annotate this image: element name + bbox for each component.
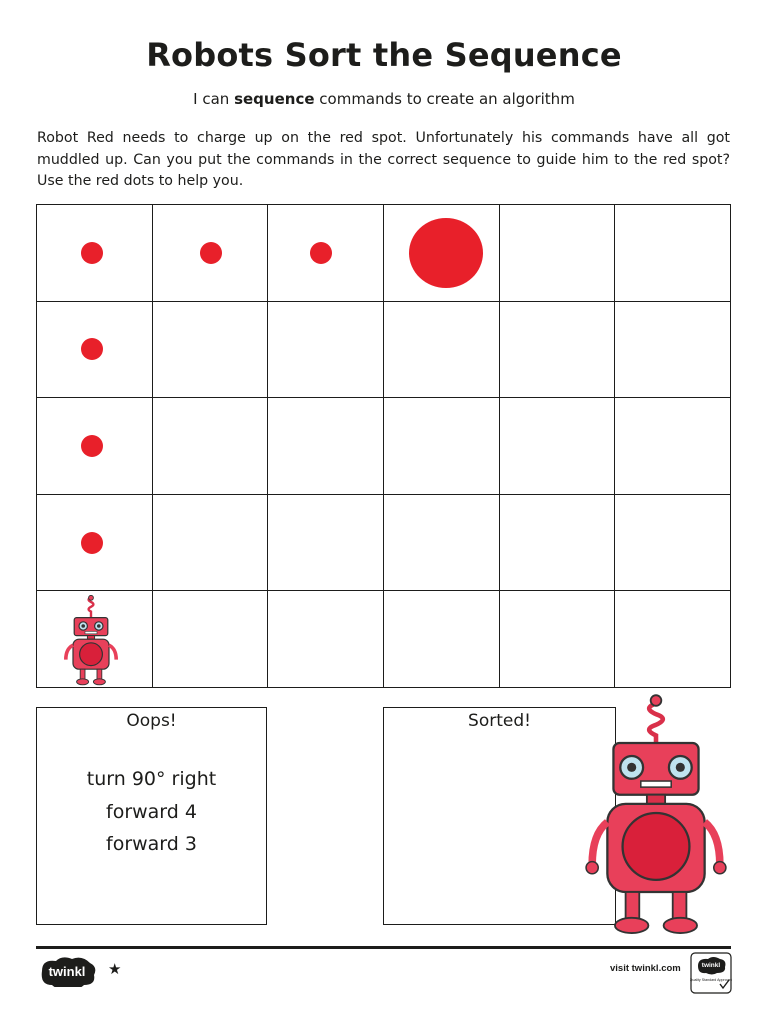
learning-objective — [0, 90, 768, 108]
grid-cell — [615, 495, 731, 592]
badge-text: twinkl — [701, 962, 721, 969]
quality-badge — [690, 952, 732, 994]
robot-icon — [61, 595, 121, 687]
grid-cell — [500, 398, 616, 495]
path-dot — [81, 435, 103, 457]
badge-caption: Quality Standard Approved — [690, 978, 732, 982]
grid-cell — [153, 205, 269, 302]
grid-cell — [37, 495, 153, 592]
logo-text: twinkl — [48, 964, 86, 979]
grid-cell — [153, 398, 269, 495]
command-item: forward 4 — [106, 800, 197, 823]
path-dot — [200, 242, 222, 264]
grid-cell-start — [37, 591, 153, 688]
grid-cell — [268, 495, 384, 592]
grid-cell — [153, 591, 269, 688]
footer-divider — [36, 946, 731, 949]
grid-cell — [500, 302, 616, 399]
grid-cell — [37, 302, 153, 399]
grid-cell — [37, 398, 153, 495]
robot-icon — [580, 694, 732, 938]
visit-link[interactable]: visit twinkl.com — [610, 963, 681, 974]
subtitle-keyword: sequence — [234, 90, 315, 108]
grid-cell — [37, 205, 153, 302]
command-item: turn 90° right — [86, 768, 217, 790]
path-dot — [81, 242, 103, 264]
page-title: Robots Sort the Sequence — [146, 36, 622, 74]
grid-cell — [384, 398, 500, 495]
path-dot — [81, 532, 103, 554]
charging-spot — [409, 218, 483, 288]
grid-cell — [615, 398, 731, 495]
command-item: forward 3 — [106, 833, 197, 855]
subtitle-suffix: commands to create an algorithm — [314, 90, 575, 108]
oops-heading: Oops! — [126, 711, 177, 731]
command-list — [37, 763, 266, 861]
sorted-heading: Sorted! — [468, 711, 531, 731]
oops-box — [36, 707, 267, 925]
grid-cell — [384, 591, 500, 688]
subtitle-prefix: I can — [193, 90, 235, 108]
twinkl-logo[interactable] — [36, 955, 98, 987]
grid-cell — [500, 591, 616, 688]
star-icon: ★ — [108, 960, 122, 978]
grid-cell — [500, 495, 616, 592]
grid-cell — [384, 495, 500, 592]
grid-cell — [268, 591, 384, 688]
grid-cell — [615, 591, 731, 688]
grid-cell — [384, 205, 500, 302]
path-dot — [310, 242, 332, 264]
grid-cell — [615, 205, 731, 302]
grid-cell — [153, 495, 269, 592]
grid-cell — [268, 302, 384, 399]
grid-cell — [153, 302, 269, 399]
grid-cell — [500, 205, 616, 302]
path-dot — [81, 338, 103, 360]
robot-grid — [36, 204, 731, 688]
instructions-text: Robot Red needs to charge up on the red spot. Unfortunately his commands have all got muddled up. Can you put the commands in the correct sequence to guide him to the red spot? Use the red dots to help you. — [37, 130, 730, 189]
grid-cell — [615, 302, 731, 399]
grid-cell — [384, 302, 500, 399]
grid-cell — [268, 398, 384, 495]
grid-cell — [268, 205, 384, 302]
